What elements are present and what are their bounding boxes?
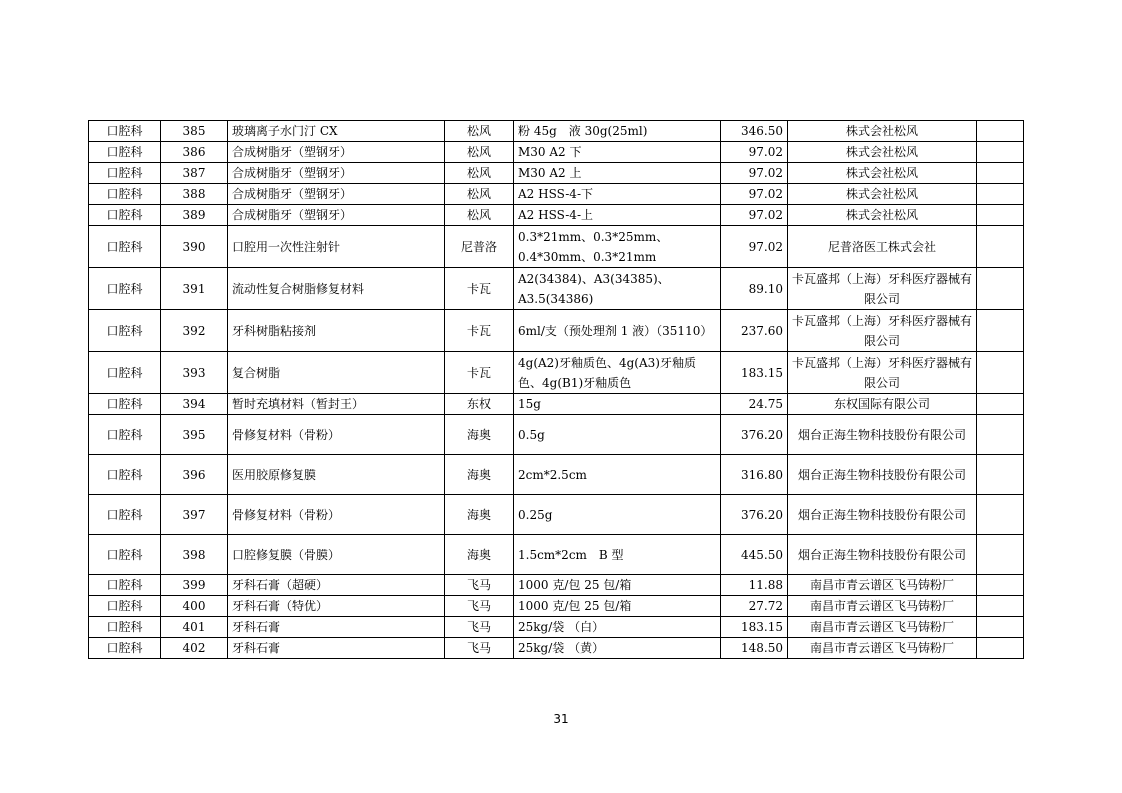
specification-cell: 6ml/支（预处理剂 1 液）（35110） (514, 310, 721, 352)
product-name-cell: 牙科石膏（超硬） (228, 575, 445, 596)
price-cell: 24.75 (721, 394, 788, 415)
manufacturer-cell: 株式会社松风 (788, 184, 977, 205)
department-cell: 口腔科 (89, 268, 161, 310)
department-cell: 口腔科 (89, 415, 161, 455)
price-cell: 346.50 (721, 121, 788, 142)
brand-cell: 海奥 (445, 455, 514, 495)
remark-cell (977, 268, 1024, 310)
specification-cell: 0.25g (514, 495, 721, 535)
department-cell: 口腔科 (89, 142, 161, 163)
table-row (89, 268, 1024, 310)
manufacturer-cell: 烟台正海生物科技股份有限公司 (788, 495, 977, 535)
remark-cell (977, 226, 1024, 268)
manufacturer-cell: 南昌市青云谱区飞马铸粉厂 (788, 596, 977, 617)
table-row (89, 455, 1024, 495)
remark-cell (977, 121, 1024, 142)
item-number-cell: 388 (161, 184, 228, 205)
manufacturer-cell: 株式会社松风 (788, 121, 977, 142)
brand-cell: 海奥 (445, 495, 514, 535)
price-cell: 97.02 (721, 184, 788, 205)
table-row (89, 142, 1024, 163)
brand-cell: 飞马 (445, 617, 514, 638)
table-row (89, 184, 1024, 205)
price-cell: 376.20 (721, 495, 788, 535)
product-name-cell: 暂时充填材料（暂封王） (228, 394, 445, 415)
table-row (89, 617, 1024, 638)
price-cell: 97.02 (721, 226, 788, 268)
remark-cell (977, 352, 1024, 394)
product-name-cell: 牙科石膏（特优） (228, 596, 445, 617)
item-number-cell: 402 (161, 638, 228, 659)
brand-cell: 松风 (445, 184, 514, 205)
manufacturer-cell: 卡瓦盛邦（上海）牙科医疗器械有限公司 (788, 310, 977, 352)
product-name-cell: 牙科石膏 (228, 617, 445, 638)
product-name-cell: 骨修复材料（骨粉） (228, 415, 445, 455)
brand-cell: 飞马 (445, 575, 514, 596)
brand-cell: 卡瓦 (445, 352, 514, 394)
remark-cell (977, 310, 1024, 352)
item-number-cell: 393 (161, 352, 228, 394)
product-name-cell: 流动性复合树脂修复材料 (228, 268, 445, 310)
department-cell: 口腔科 (89, 205, 161, 226)
product-name-cell: 合成树脂牙（塑钢牙） (228, 184, 445, 205)
specification-cell: 1.5cm*2cm B 型 (514, 535, 721, 575)
specification-cell: M30 A2 上 (514, 163, 721, 184)
product-name-cell: 医用胶原修复膜 (228, 455, 445, 495)
department-cell: 口腔科 (89, 310, 161, 352)
table-row (89, 394, 1024, 415)
brand-cell: 松风 (445, 163, 514, 184)
price-cell: 148.50 (721, 638, 788, 659)
brand-cell: 东权 (445, 394, 514, 415)
item-number-cell: 401 (161, 617, 228, 638)
manufacturer-cell: 株式会社松风 (788, 142, 977, 163)
product-name-cell: 牙科石膏 (228, 638, 445, 659)
table-row (89, 121, 1024, 142)
specification-cell: 粉 45g 液 30g(25ml) (514, 121, 721, 142)
price-cell: 183.15 (721, 617, 788, 638)
remark-cell (977, 575, 1024, 596)
department-cell: 口腔科 (89, 535, 161, 575)
brand-cell: 松风 (445, 205, 514, 226)
manufacturer-cell: 卡瓦盛邦（上海）牙科医疗器械有限公司 (788, 352, 977, 394)
brand-cell: 尼普洛 (445, 226, 514, 268)
product-name-cell: 口腔修复膜（骨膜） (228, 535, 445, 575)
manufacturer-cell: 卡瓦盛邦（上海）牙科医疗器械有限公司 (788, 268, 977, 310)
specification-cell: 15g (514, 394, 721, 415)
item-number-cell: 392 (161, 310, 228, 352)
price-cell: 97.02 (721, 163, 788, 184)
remark-cell (977, 617, 1024, 638)
product-name-cell: 口腔用一次性注射针 (228, 226, 445, 268)
table-row (89, 415, 1024, 455)
price-cell: 316.80 (721, 455, 788, 495)
item-number-cell: 387 (161, 163, 228, 184)
specification-cell: 0.5g (514, 415, 721, 455)
department-cell: 口腔科 (89, 638, 161, 659)
department-cell: 口腔科 (89, 226, 161, 268)
table-row (89, 596, 1024, 617)
remark-cell (977, 142, 1024, 163)
table-row (89, 535, 1024, 575)
price-cell: 27.72 (721, 596, 788, 617)
item-number-cell: 386 (161, 142, 228, 163)
remark-cell (977, 163, 1024, 184)
department-cell: 口腔科 (89, 596, 161, 617)
table-row (89, 226, 1024, 268)
manufacturer-cell: 烟台正海生物科技股份有限公司 (788, 455, 977, 495)
specification-cell: 1000 克/包 25 包/箱 (514, 575, 721, 596)
remark-cell (977, 455, 1024, 495)
remark-cell (977, 638, 1024, 659)
item-number-cell: 391 (161, 268, 228, 310)
specification-cell: 1000 克/包 25 包/箱 (514, 596, 721, 617)
manufacturer-cell: 南昌市青云谱区飞马铸粉厂 (788, 638, 977, 659)
price-cell: 376.20 (721, 415, 788, 455)
price-cell: 237.60 (721, 310, 788, 352)
brand-cell: 卡瓦 (445, 268, 514, 310)
item-number-cell: 399 (161, 575, 228, 596)
specification-cell: 4g(A2)牙釉质色、4g(A3)牙釉质色、4g(B1)牙釉质色 (514, 352, 721, 394)
specification-cell: A2 HSS-4-上 (514, 205, 721, 226)
table-row (89, 495, 1024, 535)
department-cell: 口腔科 (89, 575, 161, 596)
table-row (89, 575, 1024, 596)
remark-cell (977, 415, 1024, 455)
price-cell: 97.02 (721, 205, 788, 226)
item-number-cell: 385 (161, 121, 228, 142)
remark-cell (977, 596, 1024, 617)
brand-cell: 松风 (445, 142, 514, 163)
item-number-cell: 390 (161, 226, 228, 268)
brand-cell: 松风 (445, 121, 514, 142)
specification-cell: 2cm*2.5cm (514, 455, 721, 495)
price-cell: 445.50 (721, 535, 788, 575)
manufacturer-cell: 株式会社松风 (788, 205, 977, 226)
department-cell: 口腔科 (89, 455, 161, 495)
brand-cell: 海奥 (445, 535, 514, 575)
product-name-cell: 骨修复材料（骨粉） (228, 495, 445, 535)
remark-cell (977, 394, 1024, 415)
specification-cell: 0.3*21mm、0.3*25mm、0.4*30mm、0.3*21mm (514, 226, 721, 268)
department-cell: 口腔科 (89, 184, 161, 205)
price-table (88, 120, 1024, 659)
page-number: 31 (553, 712, 569, 726)
manufacturer-cell: 烟台正海生物科技股份有限公司 (788, 415, 977, 455)
price-cell: 11.88 (721, 575, 788, 596)
price-cell: 97.02 (721, 142, 788, 163)
price-cell: 183.15 (721, 352, 788, 394)
manufacturer-cell: 东权国际有限公司 (788, 394, 977, 415)
manufacturer-cell: 烟台正海生物科技股份有限公司 (788, 535, 977, 575)
table-row (89, 163, 1024, 184)
product-name-cell: 合成树脂牙（塑钢牙） (228, 205, 445, 226)
manufacturer-cell: 尼普洛医工株式会社 (788, 226, 977, 268)
item-number-cell: 395 (161, 415, 228, 455)
department-cell: 口腔科 (89, 121, 161, 142)
brand-cell: 卡瓦 (445, 310, 514, 352)
product-name-cell: 牙科树脂粘接剂 (228, 310, 445, 352)
department-cell: 口腔科 (89, 495, 161, 535)
remark-cell (977, 184, 1024, 205)
product-name-cell: 复合树脂 (228, 352, 445, 394)
remark-cell (977, 535, 1024, 575)
specification-cell: M30 A2 下 (514, 142, 721, 163)
specification-cell: A2(34384)、A3(34385)、A3.5(34386) (514, 268, 721, 310)
product-name-cell: 合成树脂牙（塑钢牙） (228, 163, 445, 184)
item-number-cell: 396 (161, 455, 228, 495)
product-name-cell: 合成树脂牙（塑钢牙） (228, 142, 445, 163)
manufacturer-cell: 株式会社松风 (788, 163, 977, 184)
item-number-cell: 400 (161, 596, 228, 617)
table-row (89, 352, 1024, 394)
remark-cell (977, 495, 1024, 535)
brand-cell: 海奥 (445, 415, 514, 455)
department-cell: 口腔科 (89, 617, 161, 638)
table-row (89, 638, 1024, 659)
table-row (89, 205, 1024, 226)
table-row (89, 310, 1024, 352)
department-cell: 口腔科 (89, 394, 161, 415)
manufacturer-cell: 南昌市青云谱区飞马铸粉厂 (788, 575, 977, 596)
department-cell: 口腔科 (89, 163, 161, 184)
item-number-cell: 389 (161, 205, 228, 226)
specification-cell: A2 HSS-4-下 (514, 184, 721, 205)
item-number-cell: 394 (161, 394, 228, 415)
item-number-cell: 398 (161, 535, 228, 575)
item-number-cell: 397 (161, 495, 228, 535)
specification-cell: 25kg/袋 （黄） (514, 638, 721, 659)
brand-cell: 飞马 (445, 638, 514, 659)
manufacturer-cell: 南昌市青云谱区飞马铸粉厂 (788, 617, 977, 638)
brand-cell: 飞马 (445, 596, 514, 617)
specification-cell: 25kg/袋 （白） (514, 617, 721, 638)
price-cell: 89.10 (721, 268, 788, 310)
product-name-cell: 玻璃离子水门汀 CX (228, 121, 445, 142)
department-cell: 口腔科 (89, 352, 161, 394)
remark-cell (977, 205, 1024, 226)
